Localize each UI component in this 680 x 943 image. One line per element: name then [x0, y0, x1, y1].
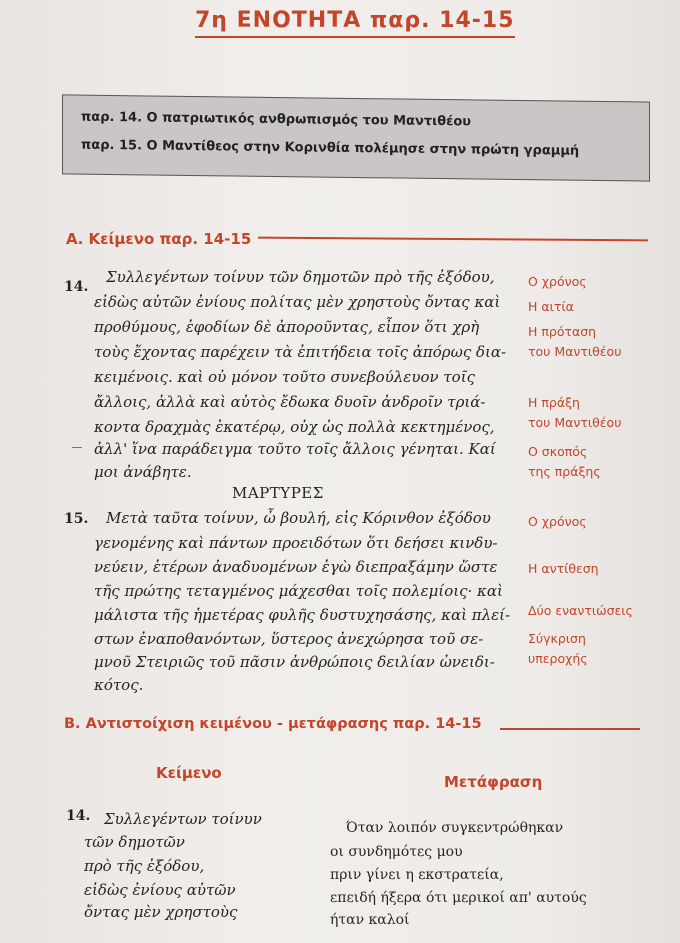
margin-note: Η αιτία	[528, 299, 574, 314]
translation-line: πριν γίνει η εκστρατεία,	[330, 867, 504, 883]
summary-line-14: παρ. 14. Ο πατριωτικός ανθρωπισμός του Μαντιθέου	[81, 109, 472, 130]
p15-line: τῆς πρώτης τεταγμένος μάχεσθαι τοῖς πολεμίοις· καὶ	[94, 582, 503, 600]
text-line: εἰδὼς ἐνίους αὐτῶν	[84, 881, 236, 899]
column-heading-translation: Μετάφραση	[444, 773, 543, 791]
p14-line: κειμένοις. καὶ οὐ μόνον τοῦτο συνεβούλευον τοῖς	[94, 368, 475, 386]
witnesses-label: ΜΑΡΤΥΡΕΣ	[232, 484, 324, 502]
section-a-rule	[258, 237, 648, 242]
margin-note: Ο χρόνος	[528, 274, 587, 289]
section-b-heading: Β. Αντιστοίχιση κειμένου - μετάφρασης παρ. 14-15	[64, 716, 482, 732]
margin-note: της πράξης	[528, 464, 601, 479]
margin-note: Ο σκοπός	[528, 444, 588, 459]
margin-dash	[72, 447, 82, 448]
p15-line: νεύειν, ἑτέρων ἀναδυομένων ἐγὼ διεπραξάμην ὥστε	[94, 558, 498, 576]
text-line: τῶν δημοτῶν	[84, 833, 185, 851]
p15-line: γενομένης καὶ πάντων προειδότων ὅτι δεήσει κινδυ-	[94, 534, 498, 552]
margin-note: του Μαντιθέου	[528, 344, 622, 359]
translation-line: ήταν καλοί	[330, 912, 410, 928]
translation-line: Όταν λοιπόν συγκεντρώθηκαν	[346, 820, 564, 836]
p14-line: ἀλλ' ἵνα παράδειγμα τοῦτο τοῖς ἄλλοις γένηται. Καί	[94, 440, 496, 458]
p14-line: προθύμους, ἐφοδίων δὲ ἀποροῦντας, εἶπον ὅτι χρὴ	[94, 318, 480, 336]
summary-line-15: παρ. 15. Ο Μαντίθεος στην Κορινθία πολέμησε στην πρώτη γραμμή	[81, 137, 580, 159]
text-line: πρὸ τῆς ἐξόδου,	[84, 857, 205, 875]
margin-note: Σύγκριση	[528, 631, 586, 646]
p15-line: μνοῦ Στειριῶς τοῦ πᾶσιν ἀνθρώποις δειλίαν ὠνειδι-	[94, 653, 495, 671]
paragraph-number-14-b: 14.	[66, 808, 91, 824]
paragraph-number-15: 15.	[64, 511, 89, 527]
section-b-rule	[500, 728, 640, 730]
p14-line: τοὺς ἔχοντας παρέχειν τὰ ἐπιτήδεια τοῖς ἀπόρως δια-	[94, 343, 507, 361]
p15-line: κότος.	[94, 676, 144, 694]
p14-line: εἰδὼς αὐτῶν ἐνίους πολίτας μὲν χρηστοὺς ὄντας καὶ	[94, 293, 501, 311]
column-heading-text: Κείμενο	[156, 764, 222, 782]
translation-line: επειδή ήξερα ότι μερικοί απ' αυτούς	[330, 890, 587, 906]
margin-note: Η αντίθεση	[528, 561, 599, 576]
text-line: ὄντας μὲν χρηστοὺς	[84, 903, 238, 921]
margin-note: Δύο εναντιώσεις	[528, 603, 633, 618]
margin-note: Η πράξη	[528, 395, 580, 410]
margin-note: υπεροχής	[528, 651, 588, 666]
paragraph-number-14: 14.	[64, 279, 89, 295]
p15-line: στων ἐναποθανόντων, ὕστερος ἀνεχώρησα τοῦ σε-	[94, 630, 484, 648]
p14-line: μοι ἀνάβητε.	[94, 463, 192, 481]
summary-box	[62, 94, 650, 181]
section-a-heading: Α. Κείμενο παρ. 14-15	[66, 230, 252, 248]
p14-line: κοντα δραχμὰς ἑκατέρῳ, οὐχ ὡς πολλὰ κεκτημένος,	[94, 418, 495, 436]
p15-line: Μετὰ ταῦτα τοίνυν, ὦ βουλή, εἰς Κόρινθον ἐξόδου	[106, 509, 491, 527]
p14-line: ἄλλοις, ἀλλὰ καὶ αὐτὸς ἔδωκα δυοῖν ἀνδροῖν τριά-	[94, 393, 486, 411]
margin-note: Η πρόταση	[528, 324, 597, 339]
translation-line: οι συνδημότες μου	[330, 844, 463, 860]
margin-note: Ο χρόνος	[528, 514, 587, 529]
margin-note: του Μαντιθέου	[528, 415, 622, 430]
text-line: Συλλεγέντων τοίνυν	[104, 810, 262, 828]
p15-line: μάλιστα τῆς ἡμετέρας φυλῆς δυστυχησάσης, καὶ πλεί-	[94, 606, 511, 624]
p14-line: Συλλεγέντων τοίνυν τῶν δημοτῶν πρὸ τῆς ἐξόδου,	[106, 268, 495, 286]
page-title: 7η ΕΝΟΤΗΤΑ παρ. 14-15	[195, 8, 515, 38]
